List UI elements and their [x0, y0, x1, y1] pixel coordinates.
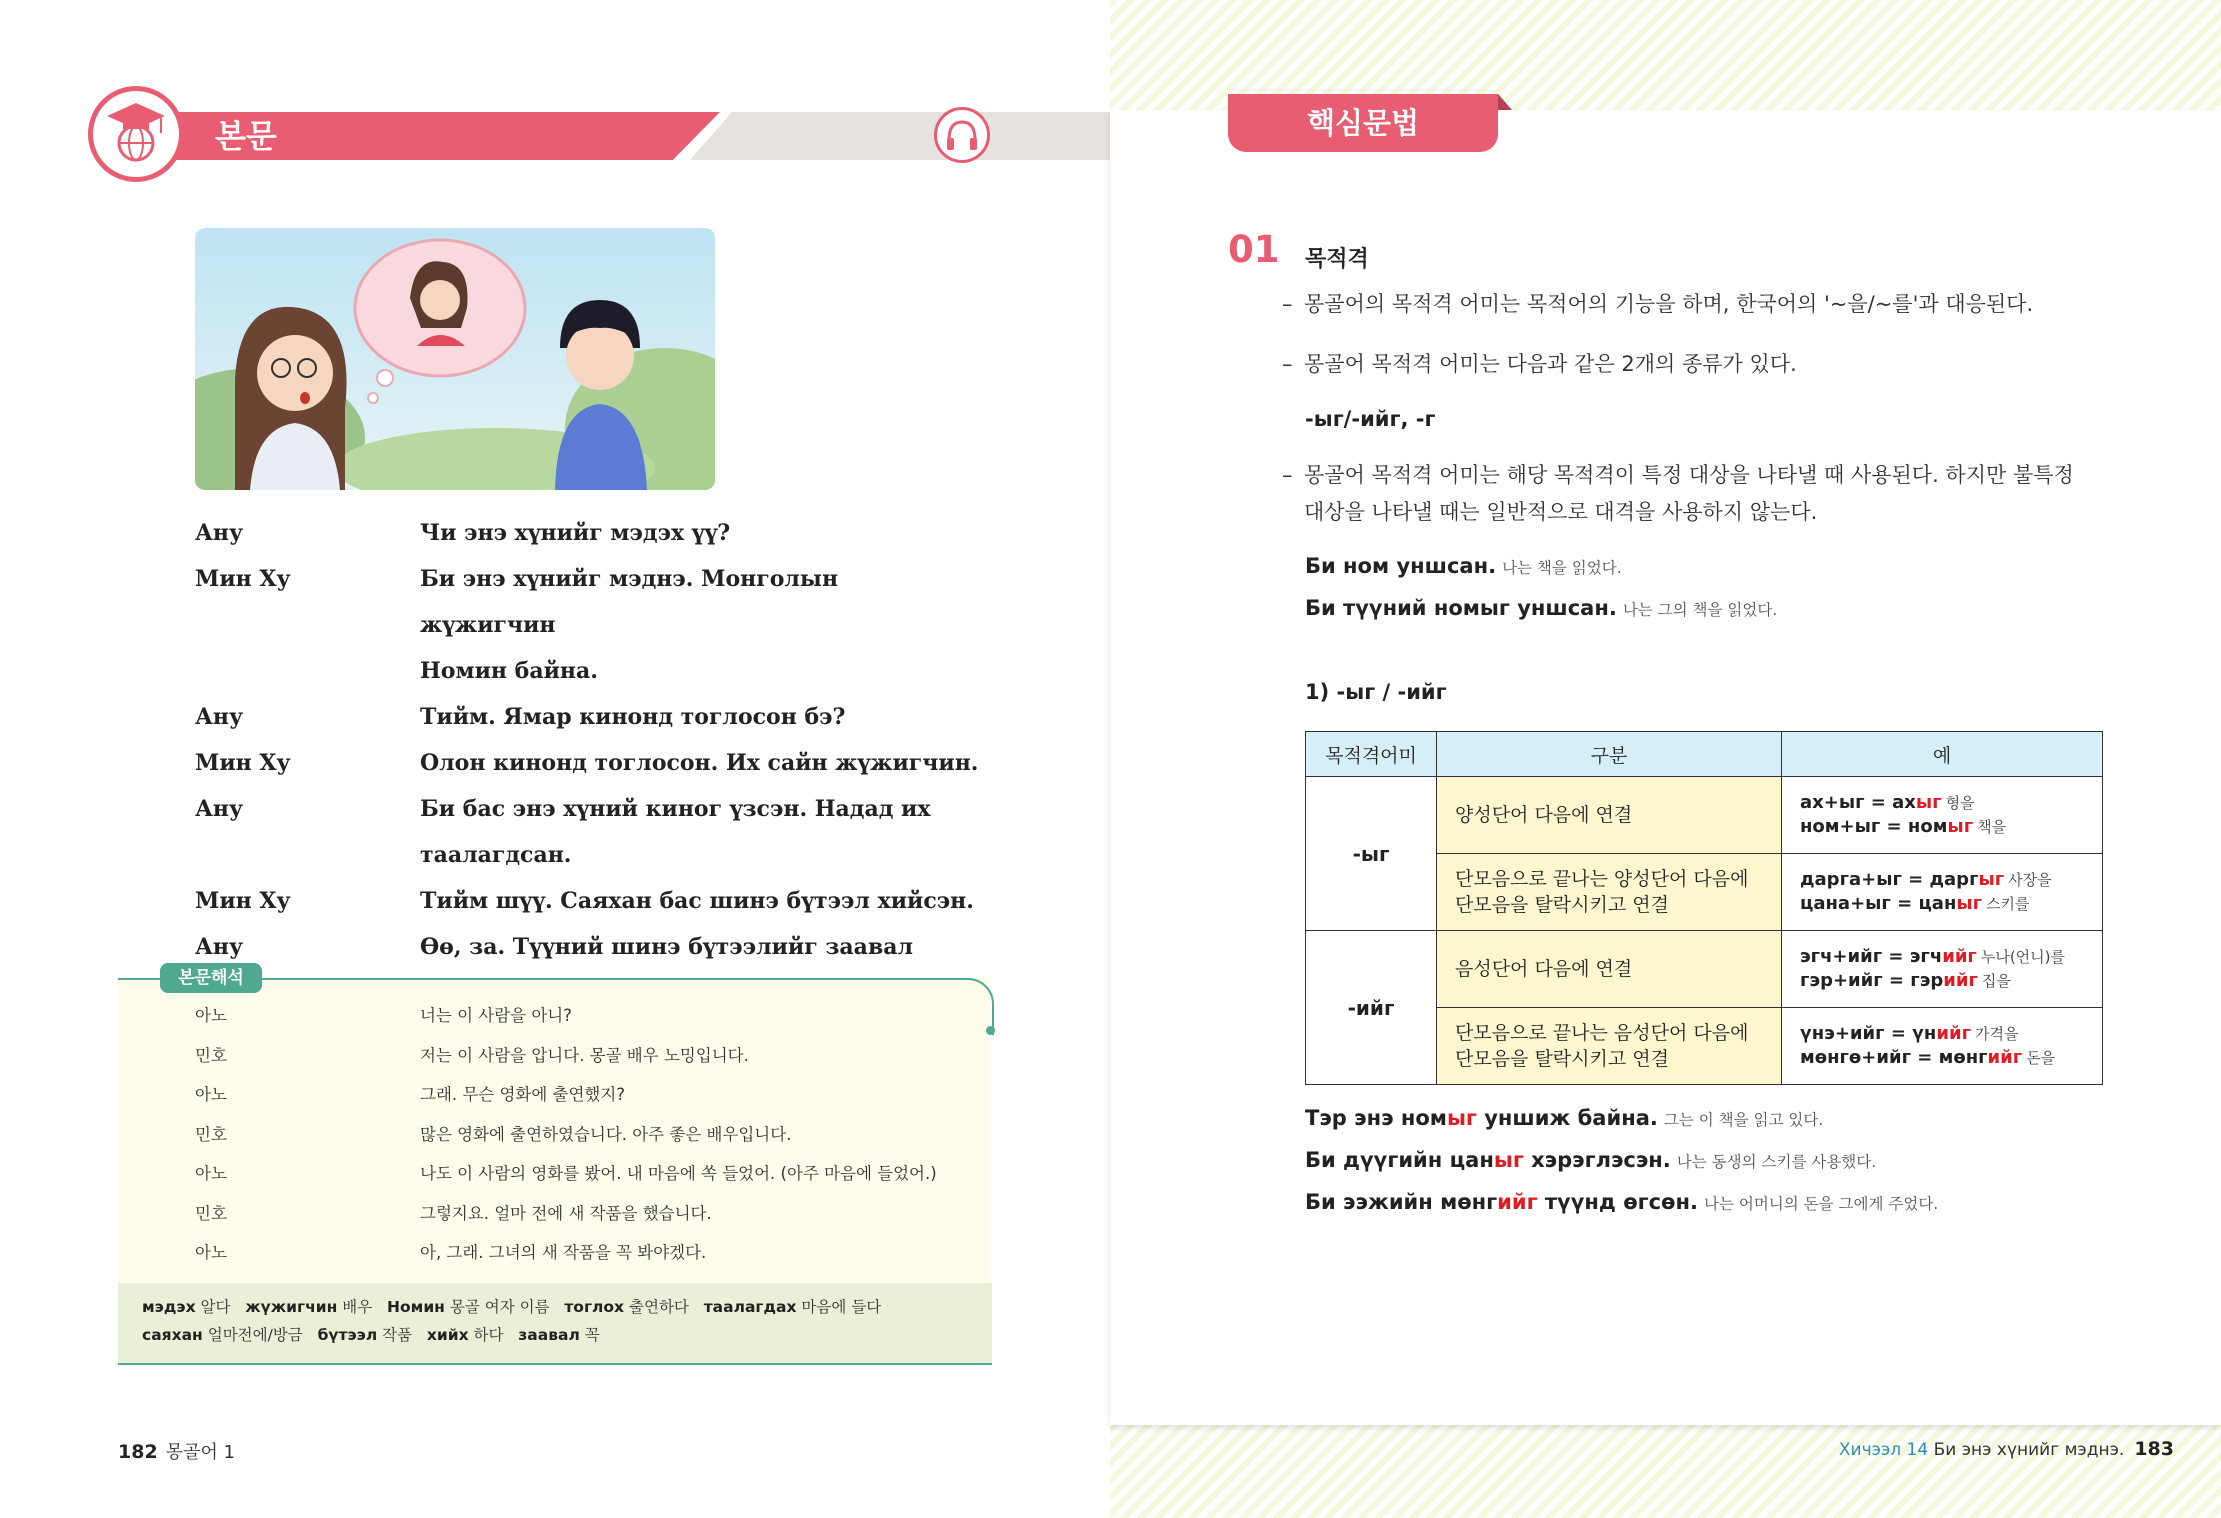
dialogue-line: [420, 556, 980, 694]
example-mn: уншиж байна.: [1476, 1106, 1658, 1130]
example-sentence: [1305, 1190, 1938, 1214]
example-suffix: ийг: [1936, 1023, 1971, 1044]
header-grey-band: [690, 112, 1110, 160]
desc-line: 단모음을 탈락시키고 연결: [1455, 894, 1669, 916]
dialogue-illustration: [195, 228, 715, 490]
translation-label: 본문해석: [160, 963, 262, 993]
speaker: Мин Ху: [195, 888, 291, 914]
example-line: [1800, 791, 2102, 815]
example-suffix: ийг: [1497, 1190, 1538, 1214]
vocab-meaning: 배우: [342, 1298, 373, 1316]
example-kr: 나는 어머니의 돈을 그에게 주었다.: [1703, 1195, 1939, 1213]
right-footer: [1839, 1438, 2174, 1460]
translation-speaker: 아노: [195, 1243, 227, 1262]
vocab-word: заавал: [518, 1326, 580, 1344]
translation-row: [195, 998, 937, 1038]
example-kr: 돈을: [2026, 1049, 2056, 1067]
headphones-icon[interactable]: [934, 107, 990, 163]
desc-line: 단모음으로 끝나는 양성단어 다음에: [1455, 868, 1749, 890]
example-base: гэр+ийг = гэр: [1800, 970, 1944, 991]
dialogue-line: [420, 786, 980, 878]
dialogue: [195, 510, 1015, 1016]
grammar-table: [1305, 731, 2103, 1085]
example-line: [1800, 1022, 2102, 1046]
example-base: ном+ыг = ном: [1800, 816, 1948, 837]
translation-row: [195, 1117, 937, 1157]
vocab-meaning: 몽골 여자 이름: [449, 1298, 550, 1316]
dialogue-row: [195, 740, 1015, 786]
translation-text: 저는 이 사람을 압니다. 몽골 배우 노밍입니다.: [420, 1045, 749, 1065]
example-kr: 책을: [1977, 818, 2007, 836]
dialogue-line-part: Би бас энэ хүний киног үзсэн. Надад их: [420, 796, 931, 822]
example-base: цана+ыг = цан: [1800, 893, 1957, 914]
example-sentence: [1305, 596, 1777, 620]
speaker: Ану: [195, 796, 244, 822]
table-header-row: [1306, 732, 2103, 777]
translation-speaker: 아노: [195, 1085, 227, 1104]
suffix-list: -ыг/-ийг, -г: [1305, 407, 1436, 431]
vocab-word: хийх: [426, 1326, 469, 1344]
translation-row: [195, 1235, 937, 1275]
translation-text: 나도 이 사람의 영화를 봤어. 내 마음에 쏙 들었어. (아주 마음에 들었어.): [420, 1164, 937, 1183]
translation-text: 너는 이 사람을 아니?: [420, 1006, 573, 1025]
desc-line: 음성단어 다음에 연결: [1455, 958, 1633, 980]
example-kr: 집을: [1981, 972, 2011, 990]
table-example: [1782, 854, 2103, 931]
vocabulary-box: [118, 1283, 992, 1365]
example-suffix: ийг: [1987, 1047, 2023, 1068]
desc-line: 단모음으로 끝나는 음성단어 다음에: [1455, 1022, 1749, 1044]
example-line: [1800, 1046, 2102, 1070]
example-sentence: [1305, 1106, 1823, 1130]
vocab-word: бүтээл: [317, 1326, 378, 1344]
example-mn: түүнд өгсөн.: [1537, 1190, 1698, 1214]
bullet-text: 몽골어 목적격 어미는 해당 목적격이 특정 대상을 나타낼 때 사용된다. 하지만 불특정: [1304, 463, 2074, 487]
dialogue-line: Тийм. Ямар кинонд тоглосон бэ?: [420, 704, 846, 730]
table-suffix: -ийг: [1306, 931, 1437, 1085]
example-kr: 누나(언니)를: [1980, 948, 2065, 966]
desc-line: 양성단어 다음에 연결: [1455, 804, 1633, 826]
translation-text: 그래. 무슨 영화에 출연했지?: [420, 1085, 626, 1104]
translation-list: [195, 998, 937, 1275]
table-example: [1782, 931, 2103, 1008]
table-desc: [1437, 1008, 1782, 1085]
example-suffix: ийг: [1943, 970, 1978, 991]
vocabulary-line: [142, 1293, 992, 1321]
dialogue-row: [195, 878, 1015, 924]
example-base: эгч+ийг = эгч: [1800, 946, 1943, 967]
table-header: 예: [1782, 732, 2103, 777]
example-kr: 나는 그의 책을 읽었다.: [1622, 601, 1778, 619]
lesson-number: Хичээл 14: [1838, 1440, 1929, 1460]
lesson-title: Би энэ хүнийг мэднэ.: [1933, 1440, 2125, 1460]
example-line: [1800, 945, 2102, 969]
vocab-meaning: 하다: [473, 1326, 504, 1344]
example-suffix: ыг: [1956, 893, 1983, 914]
vocab-meaning: 마음에 들다: [801, 1298, 882, 1316]
table-header: 목적격어미: [1306, 732, 1437, 777]
example-mn: Тэр энэ ном: [1305, 1106, 1447, 1130]
vocab-meaning: 얼마전에/방금: [207, 1326, 303, 1344]
example-suffix: ыг: [1493, 1148, 1524, 1172]
dialogue-line-part: таалагдсан.: [420, 842, 572, 868]
left-footer: [118, 1438, 235, 1464]
section-tab: 핵심문법: [1228, 94, 1498, 152]
dialogue-line-part: Би энэ хүнийг мэднэ. Монголын жүжигчин: [420, 566, 839, 638]
translation-text: 그렇지요. 얼마 전에 새 작품을 했습니다.: [420, 1203, 712, 1223]
translation-text: 많은 영화에 출연하였습니다. 아주 좋은 배우입니다.: [420, 1124, 792, 1144]
translation-speaker: 민호: [195, 1045, 227, 1065]
speaker: Ану: [195, 704, 244, 730]
speaker: Ану: [195, 934, 244, 960]
vocab-word: таалагдах: [703, 1298, 797, 1316]
vocab-word: саяхан: [142, 1326, 203, 1344]
table-row: [1306, 777, 2103, 854]
table-desc: [1437, 931, 1782, 1008]
dialogue-line: Тийм шүү. Саяхан бас шинэ бүтээл хийсэн.: [420, 888, 974, 914]
example-suffix: ыг: [1947, 816, 1974, 837]
table-example: [1782, 777, 2103, 854]
bullet-text: 몽골어의 목적격 어미는 목적어의 기능을 하며, 한국어의 '~을/~를'과 대응된다.: [1304, 292, 2034, 316]
example-mn: хэрэглэсэн.: [1523, 1148, 1671, 1172]
example-kr: 스키를: [1986, 895, 2030, 913]
vocab-meaning: 작품: [382, 1326, 413, 1344]
page-number: 183: [2134, 1438, 2174, 1460]
translation-speaker: 민호: [195, 1203, 227, 1223]
translation-row: [195, 1156, 937, 1196]
example-sentence: [1305, 554, 1622, 578]
vocabulary-line: [142, 1321, 992, 1349]
example-kr: 가격을: [1974, 1025, 2019, 1043]
section-title: 목적격: [1305, 247, 1369, 272]
example-kr: 나는 책을 읽었다.: [1502, 559, 1622, 577]
table-suffix: -ыг: [1306, 777, 1437, 931]
speaker: Мин Ху: [195, 750, 291, 776]
example-sentence: [1305, 1148, 1876, 1172]
example-kr: 나는 동생의 스키를 사용했다.: [1676, 1153, 1877, 1171]
vocab-meaning: 알다: [200, 1298, 231, 1316]
bullet-item: – 몽골어 목적격 어미는 다음과 같은 2개의 종류가 있다.: [1282, 352, 1797, 376]
example-suffix: ыг: [1978, 869, 2005, 890]
desc-line: 단모음을 탈락시키고 연결: [1455, 1048, 1669, 1070]
table-row: [1306, 931, 2103, 1008]
bullet-item: – 몽골어 목적격 어미는 해당 목적격이 특정 대상을 나타낼 때 사용된다. 하지만 불특정 대상을 나타낼 때는 일반적으로 대격을 사용하지 않는다.: [1282, 457, 2074, 531]
example-suffix: ыг: [1915, 792, 1942, 813]
translation-speaker: 민호: [195, 1124, 227, 1144]
translation-speaker: 아노: [195, 1164, 227, 1183]
example-base: дарга+ыг = дарг: [1800, 869, 1979, 890]
translation-row: [195, 1196, 937, 1236]
bullet-text: 몽골어 목적격 어미는 다음과 같은 2개의 종류가 있다.: [1304, 352, 1797, 376]
example-mn: Би ээжийн мөнг: [1305, 1190, 1498, 1214]
example-mn: Би ном уншсан.: [1305, 554, 1497, 578]
translation-text: 아, 그래. 그녀의 새 작품을 꼭 봐야겠다.: [420, 1243, 707, 1262]
example-suffix: ийг: [1942, 946, 1977, 967]
example-line: [1800, 815, 2102, 839]
table-example: [1782, 1008, 2103, 1085]
example-base: үнэ+ийг = үн: [1800, 1023, 1937, 1044]
vocab-word: Номин: [387, 1298, 445, 1316]
dialogue-line: Чи энэ хүнийг мэдэх үү?: [420, 520, 731, 546]
translation-row: [195, 1077, 937, 1117]
example-kr: 그는 이 책을 읽고 있다.: [1663, 1111, 1824, 1129]
dialogue-line-part: Номин байна.: [420, 658, 598, 684]
graduation-cap-globe-icon: [88, 86, 184, 182]
example-kr: 사장을: [2008, 871, 2052, 889]
book-title: 몽골어 1: [165, 1442, 236, 1463]
section-number: 01: [1228, 228, 1280, 271]
translation-speaker: 아노: [195, 1006, 227, 1025]
translation-row: [195, 1038, 937, 1078]
vocab-meaning: 꼭: [584, 1326, 600, 1344]
example-line: [1800, 868, 2102, 892]
example-mn: Би түүний номыг уншсан.: [1305, 596, 1617, 620]
speaker: Мин Ху: [195, 566, 291, 592]
table-header: 구분: [1437, 732, 1782, 777]
vocab-word: мэдэх: [142, 1298, 196, 1316]
dialogue-row: [195, 510, 1015, 556]
example-suffix: ыг: [1446, 1106, 1477, 1130]
example-kr: 형을: [1945, 794, 1975, 812]
dialogue-line: Олон кинонд тоглосон. Их сайн жүжигчин.: [420, 750, 979, 776]
example-line: [1800, 969, 2102, 993]
vocab-word: тоглох: [564, 1298, 625, 1316]
page-number: 182: [118, 1441, 158, 1463]
vocab-word: жүжигчин: [245, 1298, 338, 1316]
translation-border-dot: [986, 1026, 995, 1035]
dialogue-row: [195, 786, 1015, 878]
table-desc: [1437, 777, 1782, 854]
dialogue-row: [195, 556, 1015, 694]
dialogue-row: [195, 694, 1015, 740]
example-base: мөнгө+ийг = мөнг: [1800, 1047, 1988, 1068]
table-desc: [1437, 854, 1782, 931]
header-title: 본문: [215, 117, 277, 155]
example-base: ах+ыг = ах: [1800, 792, 1916, 813]
vocab-meaning: 출연하다: [629, 1298, 689, 1316]
dialogue-line: Өө, за. Түүний шинэ бүтээлийг заавал: [420, 934, 913, 960]
bullet-text-cont: 대상을 나타낼 때는 일반적으로 대격을 사용하지 않는다.: [1304, 500, 1818, 524]
example-mn: Би дүүгийн цан: [1305, 1148, 1494, 1172]
bullet-item: – 몽골어의 목적격 어미는 목적어의 기능을 하며, 한국어의 '~을/~를'과 대응된다.: [1282, 292, 2034, 316]
subsection-title: 1) -ыг / -ийг: [1305, 680, 1447, 704]
example-line: [1800, 892, 2102, 916]
speaker: Ану: [195, 520, 244, 546]
